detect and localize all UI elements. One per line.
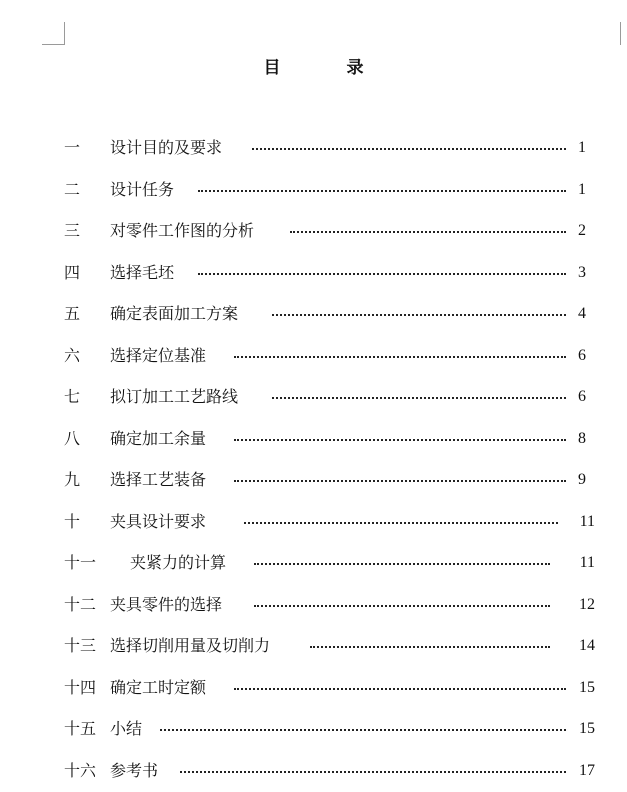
toc-entry-number: 二 [64, 179, 81, 199]
toc-entry-number: 十四 [64, 677, 97, 697]
toc-entry[interactable] [0, 501, 627, 543]
toc-entry-title: 选择定位基准 [110, 345, 207, 365]
toc-leader-dots [244, 522, 558, 524]
toc-entry-title: 小结 [110, 719, 143, 738]
toc-entry[interactable] [0, 625, 627, 667]
toc-leader-dots [234, 439, 566, 441]
toc-entry-title: 确定表面加工方案 [110, 304, 239, 323]
toc-entry-page-number: 17 [579, 761, 595, 779]
crop-mark-top-left [64, 22, 65, 45]
toc-entry-number: 四 [64, 262, 81, 282]
toc-entry-number: 三 [64, 221, 81, 240]
crop-mark-top-right [620, 22, 621, 45]
toc-entry-number: 十一 [64, 553, 97, 572]
toc-entry[interactable] [0, 335, 627, 377]
toc-entry-number: 十五 [64, 719, 97, 738]
toc-entry-number: 九 [64, 470, 81, 489]
toc-entry-number: 十 [64, 511, 81, 531]
toc-entry-title: 设计任务 [110, 179, 175, 199]
toc-entry[interactable] [0, 293, 627, 335]
toc-entry-page-number: 14 [579, 637, 595, 654]
toc-entry-page-number: 3 [578, 263, 586, 281]
toc-entry-page-number: 1 [578, 180, 586, 198]
toc-leader-dots [252, 148, 566, 150]
toc-entry[interactable] [0, 127, 627, 169]
toc-entry-title: 确定加工余量 [110, 428, 207, 448]
toc-entry-title: 选择工艺装备 [110, 470, 207, 489]
toc-entry[interactable] [0, 708, 627, 750]
toc-entry-number: 十六 [64, 760, 97, 780]
toc-entry-number: 七 [64, 387, 81, 406]
toc-entry-page-number: 15 [579, 720, 595, 737]
toc-entry-number: 五 [64, 304, 81, 323]
toc-leader-dots [290, 231, 566, 233]
toc-entry[interactable] [0, 169, 627, 211]
toc-entry[interactable] [0, 667, 627, 709]
toc-entry-title: 夹具设计要求 [110, 511, 207, 531]
toc-entry-page-number: 6 [578, 388, 586, 405]
toc-entry-page-number: 2 [578, 222, 586, 239]
toc-entry-title: 夹紧力的计算 [130, 553, 227, 572]
toc-entry-page-number: 15 [579, 678, 595, 696]
toc-entry-number: 八 [64, 428, 81, 448]
toc-entry-page-number: 8 [578, 429, 586, 447]
toc-entry-title: 确定工时定额 [110, 677, 207, 697]
toc-entry[interactable] [0, 542, 627, 584]
toc-entry-page-number: 1 [578, 139, 586, 156]
toc-leader-dots [198, 273, 566, 275]
toc-entry-number: 六 [64, 345, 81, 365]
toc-entry[interactable] [0, 750, 627, 792]
toc-entry[interactable] [0, 252, 627, 294]
toc-entry-title: 选择切削用量及切削力 [110, 636, 271, 655]
toc-entry-title: 参考书 [110, 760, 159, 780]
toc-leader-dots [234, 688, 566, 690]
toc-entry-page-number: 6 [578, 346, 586, 364]
toc-leader-dots [198, 190, 566, 192]
crop-mark-top-left-horizontal [42, 44, 65, 45]
toc-leader-dots [310, 646, 550, 648]
toc-entry-title: 拟订加工工艺路线 [110, 387, 239, 406]
toc-entry-number: 十二 [64, 594, 97, 614]
toc-entry[interactable] [0, 418, 627, 460]
toc-leader-dots [254, 605, 550, 607]
toc-entry[interactable] [0, 459, 627, 501]
toc-leader-dots [272, 314, 566, 316]
toc-entry-title: 对零件工作图的分析 [110, 221, 255, 240]
toc-entry-page-number: 11 [579, 512, 595, 530]
toc-leader-dots [160, 729, 566, 731]
toc-leader-dots [180, 771, 566, 773]
toc-entry[interactable] [0, 584, 627, 626]
toc-entry-title: 选择毛坯 [110, 262, 175, 282]
toc-entry-page-number: 11 [579, 554, 595, 571]
toc-leader-dots [234, 356, 566, 358]
toc-entry-title: 夹具零件的选择 [110, 594, 223, 614]
toc-entry[interactable] [0, 376, 627, 418]
toc-entry-number: 十三 [64, 636, 97, 655]
toc-entry-title: 设计目的及要求 [110, 138, 223, 157]
toc-leader-dots [254, 563, 550, 565]
toc-entry-page-number: 4 [578, 305, 586, 322]
toc-entry-page-number: 12 [579, 595, 595, 613]
toc-entry[interactable] [0, 210, 627, 252]
toc-leader-dots [234, 480, 566, 482]
toc-entry-number: 一 [64, 138, 81, 157]
toc-title: 目 录 [263, 58, 394, 78]
toc-leader-dots [272, 397, 566, 399]
toc-entry-page-number: 9 [578, 471, 586, 488]
